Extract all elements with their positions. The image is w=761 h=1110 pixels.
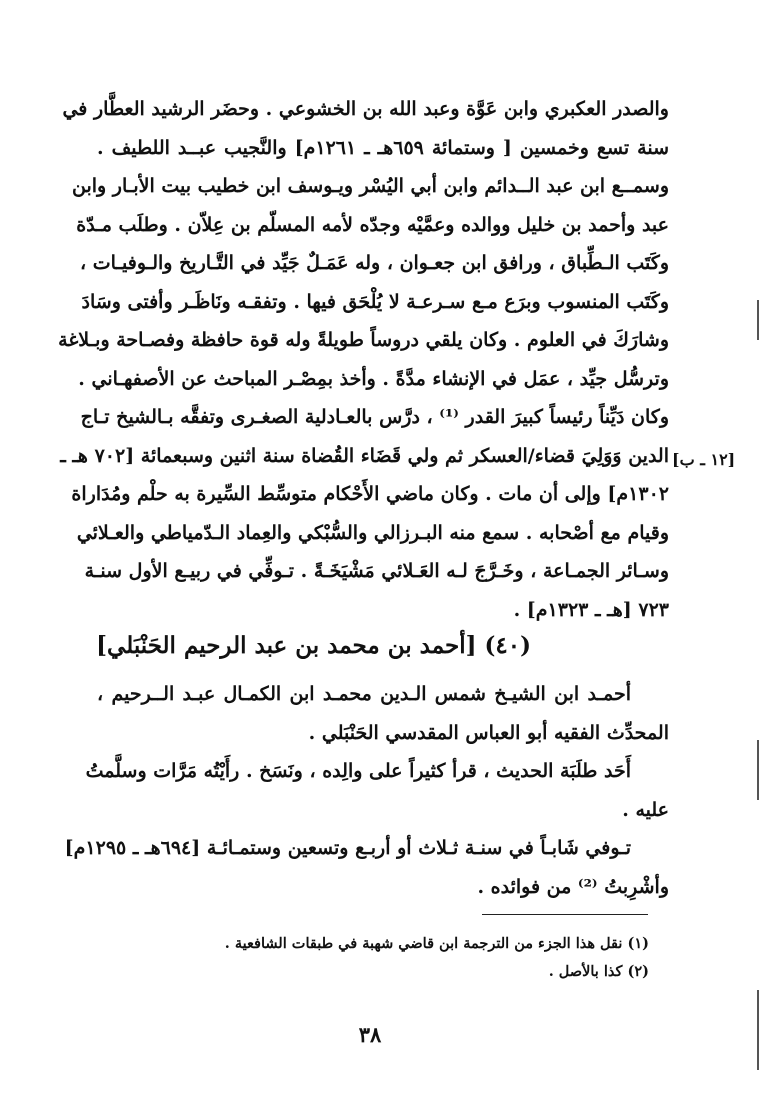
margin-folio-note: [١٢ ـ ب] (672, 450, 736, 469)
entry-line: أَحَد طلَبَة الحديث ، قرأ كثيراً على والِده ، ونَسَخ . رأَيْتُه مَرَّات وسلَّمتُ (85, 760, 631, 782)
text-line: وشارَكَ في العلوم . وكان يلقي دروساً طويلةً وله قوة حافظة وفصـاحة وبـلاغة (58, 329, 669, 351)
scan-edge-mark (757, 300, 759, 340)
main-text-block (58, 90, 669, 629)
text-line: وترسُّل جيِّد ، عمَل في الإنشاء مدَّةً . وأخذ بمِصْـر المباحث عن الأصفهـاني . (78, 367, 669, 390)
footnotes (129, 930, 649, 986)
text-line: والصدر العكبري وابن عَوَّة وعبد الله بن الخشوعي . وحضَر الرشيد العطَّار في (62, 98, 669, 120)
text-line: عبد وأحمد بن خليل ووالده وعمَّيْه وجدّه لأمه المسلّم بن عِلاّن . وطلَب مـدّة (76, 213, 669, 236)
entry-text-block (64, 675, 669, 906)
page-number: ٣٨ (358, 1022, 382, 1047)
text-line: ١٣٠٢م] وإلى أن مات . وكان ماضي الأَحْكام متوسِّط السِّيرة به حلْم ومُدَاراة (71, 483, 669, 505)
text-line: سنة تسع وخمسين [ وستمائة ٦٥٩هـ ـ ١٢٦١م] والنَّجيب عبــد اللطيف . (97, 136, 669, 159)
text-line: وقيام مع أصْحابه . سمع منه البـرزالي والسُّبْكي والعِماد الـدّمياطي والعـلائي (76, 521, 669, 544)
entry-line: أحمـد ابن الشيـخ شمس الـدين محمـد ابن الكمـال عبـد الــرحيم ، (97, 683, 631, 705)
text-line: وسمــع ابن عبد الــدائم وابن أبي اليُسْر ويـوسف ابن خطيب بيت الأبـار وابن (71, 175, 669, 197)
entry-line: عليه . (622, 798, 669, 821)
footnote: (٢) كذا بالأصل . (548, 963, 649, 980)
footnote: (١) نقل هذا الجزء من الترجمة ابن قاضي شهبة في طبقات الشافعية . (224, 935, 649, 952)
entry-line: المحدِّث الفقيه أبو العباس المقدسي الحَنْبَلي . (308, 721, 669, 744)
text-line: وسـائر الجمـاعة ، وخَـرَّجَ لـه العَـلائي مَشْيَخَـةً . تـوفِّي في ربيـع الأول سنـة (84, 560, 669, 582)
entry-heading: (٤٠) [أحمد بن محمد بن عبد الرحيم الحَنْبَلي] (96, 632, 531, 659)
entry-line: وأشْرِبتُ ⁽²⁾ من فوائده . (477, 875, 669, 898)
scan-edge-mark (757, 990, 759, 1070)
scan-edge-mark (757, 740, 759, 800)
text-line: وكان دَيِّناً رئيساً كبيرَ القدر ⁽¹⁾ ، درَّس بالعـادلية الصغـرى وتفقَّه بـالشيخ تـاج (80, 406, 669, 428)
text-line: وكَتَب الـطِّباق ، ورافق ابن جعـوان ، وله عَمَـلٌ جَيِّد في التَّـاريخ والـوفيـات ، (80, 252, 669, 274)
text-line: وكَتَب المنسوب وبرَع مـع سـرعـة لا يُلْحَق فيها . وتفقـه ونَاظَـر وأفتى وسَادَ (81, 290, 669, 313)
entry-line: تـوفي شَابـاً في سنـة ثـلاث أو أربـع وتسعين وستمـائـة [٦٩٤هـ ـ ١٢٩٥م] (64, 837, 631, 859)
text-line: الدين وَوَلِيَ قضاء/العسكر ثم ولي قَضَاء القُضاة سنة اثنين وسبعمائة [٧٠٢ هـ ـ (60, 444, 669, 467)
footnote-divider (482, 914, 648, 915)
text-line: ٧٢٣ [هـ ـ ١٣٢٣م] . (513, 598, 669, 621)
